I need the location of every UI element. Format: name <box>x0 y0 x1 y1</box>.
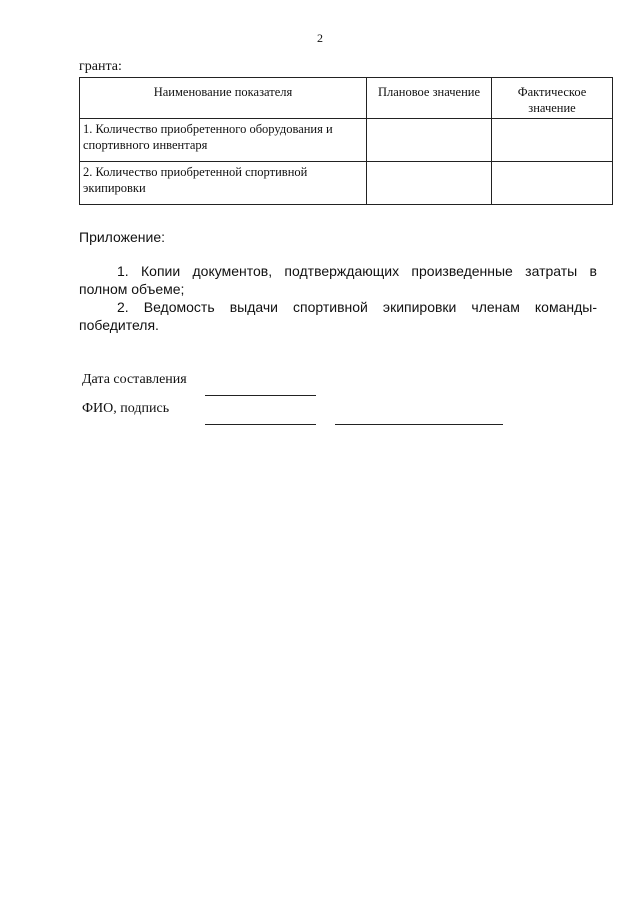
name-signature-label: ФИО, подпись <box>82 401 170 416</box>
cell-actual-value <box>492 119 613 162</box>
header-indicator-name: Наименование показателя <box>80 78 367 119</box>
cell-planned-value <box>367 162 492 205</box>
table-header-row <box>80 78 613 119</box>
cell-indicator-name: 2. Количество приобретенной спортивной экипировки <box>80 162 367 205</box>
appendix-list <box>79 262 597 334</box>
name-line <box>205 424 316 425</box>
table-row <box>80 119 613 162</box>
signature-line <box>335 424 503 425</box>
appendix-item: 2. Ведомость выдачи спортивной экипировки членам команды-победителя. <box>79 299 597 333</box>
appendix-title: Приложение: <box>79 229 166 245</box>
cell-indicator-name: 1. Количество приобретенного оборудования и спортивного инвентаря <box>80 119 367 162</box>
lead-in-text: гранта: <box>79 59 122 74</box>
appendix-item: 1. Копии документов, подтверждающих произведенные затраты в полном объеме; <box>79 263 597 297</box>
cell-actual-value <box>492 162 613 205</box>
table-row <box>80 162 613 205</box>
cell-planned-value <box>367 119 492 162</box>
date-label: Дата составления <box>82 372 187 387</box>
date-line <box>205 395 316 396</box>
header-actual-value: Фактическое значение <box>492 78 613 119</box>
indicators-table <box>79 77 613 205</box>
page-number: 2 <box>317 31 323 45</box>
header-planned-value: Плановое значение <box>367 78 492 119</box>
